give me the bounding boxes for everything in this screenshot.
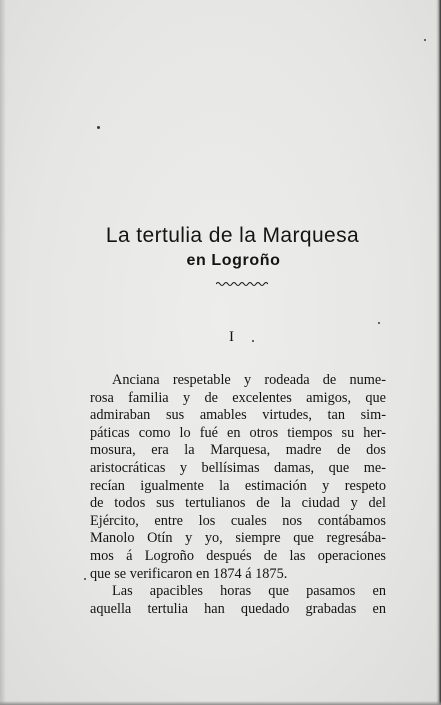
text-line: mos á Logroño después de las operaciones <box>90 547 386 564</box>
print-speck <box>84 578 86 580</box>
print-speck <box>378 322 380 324</box>
text-line: rosa familia y de excelentes amigos, que <box>90 389 386 406</box>
page-edge-bottom <box>0 701 441 705</box>
print-speck <box>97 126 100 129</box>
page-edge-left <box>0 0 6 705</box>
chapter-title: La tertulia de la Marquesa <box>105 224 360 247</box>
text-line: Manolo Otín y yo, siempre que regresába- <box>90 530 386 547</box>
text-line: aristocráticas y bellísimas damas, que me- <box>90 459 386 476</box>
text-line: mosura, era la Marquesa, madre de dos <box>90 442 386 459</box>
print-speck <box>424 39 426 41</box>
wavy-divider-ornament <box>216 280 268 288</box>
body-text <box>90 372 386 618</box>
text-line: recían igualmente la estimación y respeto <box>90 477 386 494</box>
chapter-number: I <box>229 329 234 345</box>
paragraph <box>90 372 386 583</box>
chapter-subtitle: en Logroño <box>186 252 281 269</box>
text-line: admiraban sus amables virtudes, tan sim- <box>90 407 386 424</box>
text-line: Ejército, entre los cuales nos contábamos <box>90 512 386 529</box>
text-line: aquella tertulia han quedado grabadas en <box>90 600 386 617</box>
paragraph <box>90 583 386 618</box>
text-line: Anciana respetable y rodeada de nume- <box>112 372 386 388</box>
text-line: Las apacibles horas que pasamos en <box>112 583 386 600</box>
text-line: que se verificaron en 1874 á 1875. <box>90 565 288 582</box>
text-line: de todos sus tertulianos de la ciudad y del <box>90 495 386 512</box>
text-line: páticas como lo fué en otros tiempos su her- <box>90 424 386 441</box>
page-edge-right <box>436 0 441 705</box>
